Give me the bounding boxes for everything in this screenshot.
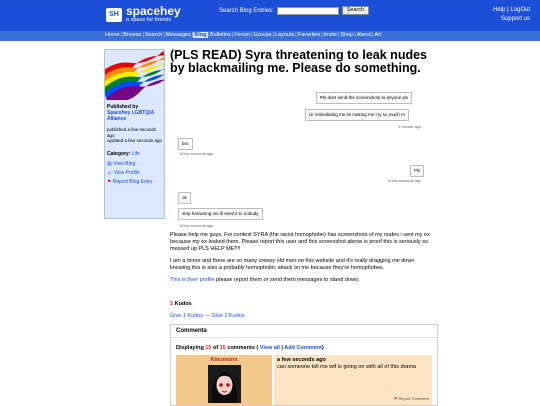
nav-item-groups[interactable]: Groups: [253, 32, 272, 38]
published-time: published a few seconds ago: [107, 127, 157, 138]
nav-separator: |: [163, 32, 165, 38]
brand-tagline: a space for friends: [126, 17, 172, 23]
nav-item-forum[interactable]: Forum: [234, 32, 251, 38]
avatar[interactable]: [208, 365, 241, 403]
chat-bubble: ok: [178, 192, 191, 204]
comments-heading: Comments: [171, 325, 437, 338]
comment-author-panel: [176, 355, 272, 405]
nav-separator: |: [231, 32, 234, 38]
post-paragraph: I am a minor and there are so many creepy old men on this website and it's really dragging me down knowing this is also a probably homophobic attack on me because they're homophobes.: [170, 258, 415, 271]
nav-item-layouts[interactable]: Layouts: [275, 32, 295, 38]
kudos-number: 2: [170, 301, 174, 307]
give-1-kudos-button[interactable]: Give 1 Kudos: [170, 313, 204, 319]
category-row: [107, 151, 140, 157]
chat-timestamp: a few seconds ago: [180, 223, 214, 228]
nav-item-bulletins[interactable]: Bulletins: [209, 32, 231, 38]
nav-item-favorites[interactable]: Favorites: [297, 32, 321, 38]
flag-icon: ⚑: [107, 179, 112, 185]
nav-separator: |: [354, 32, 356, 38]
chat-timestamp: 1 minute ago: [398, 124, 422, 129]
nav-item-search[interactable]: Search: [144, 32, 163, 38]
post-header: [170, 49, 432, 75]
nav-item-invite[interactable]: Invite: [323, 32, 337, 38]
post-body: [170, 232, 432, 289]
comment-time: a few seconds ago: [277, 357, 326, 363]
support-link[interactable]: Support us: [500, 16, 530, 22]
site-logo[interactable]: [106, 5, 181, 24]
view-blog-link[interactable]: ▤ View Blog: [107, 161, 136, 167]
post-title: (PLS READ) Syra threatening to leak nudes by blackmailing me. Please do something.: [170, 48, 427, 75]
nav-item-browse[interactable]: Browse: [123, 32, 142, 38]
nav-item-home[interactable]: Home: [105, 32, 120, 38]
view-profile-link[interactable]: ☺ View Profile: [107, 170, 140, 176]
brand-name: spacehey: [126, 4, 181, 18]
kudos-count: [170, 301, 192, 307]
nav-separator: |: [337, 32, 340, 38]
comment-text: can someone tell me wtf is going on with all of this drama: [277, 364, 417, 370]
blog-icon: ▤: [107, 161, 112, 167]
category-label: Category:: [107, 151, 131, 157]
chat-bubble: Pls dont send the screenshots to anyone plx: [316, 92, 412, 104]
nav-item-art[interactable]: Art: [374, 32, 382, 38]
chat-bubble: Ur intimidating me its making me cry so much rn: [305, 109, 409, 121]
report-comment-link[interactable]: ⚑ Report Comment: [393, 396, 429, 401]
their-profile-link[interactable]: This is their profile: [170, 277, 215, 283]
comment-author-name[interactable]: Kinomonx: [210, 357, 238, 363]
blog-sidebar: [104, 49, 165, 219]
nav-separator: |: [120, 32, 123, 38]
logout-link[interactable]: LogOut: [510, 7, 530, 13]
nav-item-shop[interactable]: Shop: [340, 32, 354, 38]
comments-count: Displaying 15 of 15 comments ( View all | Add Comment): [176, 345, 324, 351]
chat-bubble: bro: [178, 138, 193, 150]
give-2-kudos-button[interactable]: Give 2 Kudos: [211, 313, 245, 319]
kudos-actions: Give 1 Kudos — Give 2 Kudos: [170, 313, 245, 319]
report-blog-link[interactable]: ⚑ Report Blog Entry: [107, 179, 153, 185]
chat-timestamp: a few seconds ago: [180, 151, 214, 156]
pride-flag-image: [105, 50, 164, 100]
help-link[interactable]: Help: [493, 7, 506, 13]
chat-bubble: Pls: [410, 165, 424, 177]
kudos-label: Kudos: [174, 301, 192, 307]
nav-separator: |: [272, 32, 274, 38]
post-paragraph: Please help me guys. For context SYRA (the racist homophobe) has screenshots of my nudes i sent my ex because my ex leaked them. Please report this user and this screenshot above is proof this is seriously so messed up PLS HELP ME!!!!: [170, 232, 430, 252]
logo-icon: SH: [106, 8, 122, 22]
nav-separator: |: [251, 32, 253, 38]
post-paragraph: This is their profile please report them or send them messages to stand down.: [170, 277, 360, 283]
profile-icon: ☺: [107, 170, 113, 176]
nav-separator: |: [207, 32, 209, 38]
chat-screenshot: [170, 86, 430, 228]
comment-content-panel: [274, 355, 432, 405]
view-all-comments-link[interactable]: View all: [259, 345, 280, 351]
category-link[interactable]: Life: [131, 151, 140, 157]
comments-section: [170, 324, 438, 406]
nav-item-about[interactable]: About: [356, 32, 372, 38]
search-input[interactable]: [277, 7, 339, 15]
updated-time: updated a few seconds ago: [107, 138, 163, 143]
nav-separator: |: [142, 32, 144, 38]
add-comment-link[interactable]: Add Comment: [284, 345, 322, 351]
chat-timestamp: a few seconds ago: [388, 178, 422, 183]
author-link[interactable]: Spacehey LGBTQIA Alliance: [107, 110, 155, 122]
nav-separator: |: [372, 32, 374, 38]
blog-search: [219, 6, 369, 15]
comment-item: [176, 355, 432, 405]
top-links: Help | LogOut Support us: [493, 7, 530, 22]
nav-item-messages[interactable]: Messages: [165, 32, 191, 38]
flag-icon: ⚑: [393, 396, 398, 401]
search-label: Search Blog Entries:: [219, 7, 274, 14]
nav-items: [104, 32, 383, 38]
top-bar: [0, 0, 540, 31]
nav-item-blog[interactable]: Blog: [194, 32, 207, 38]
published-by-label: Published by: [107, 104, 139, 110]
nav-separator: |: [295, 32, 297, 38]
main-nav: [0, 31, 540, 41]
search-button[interactable]: Search: [342, 6, 369, 15]
chat-bubble: stop harassing me ill send it to nobody: [178, 208, 263, 220]
nav-separator: |: [321, 32, 323, 38]
